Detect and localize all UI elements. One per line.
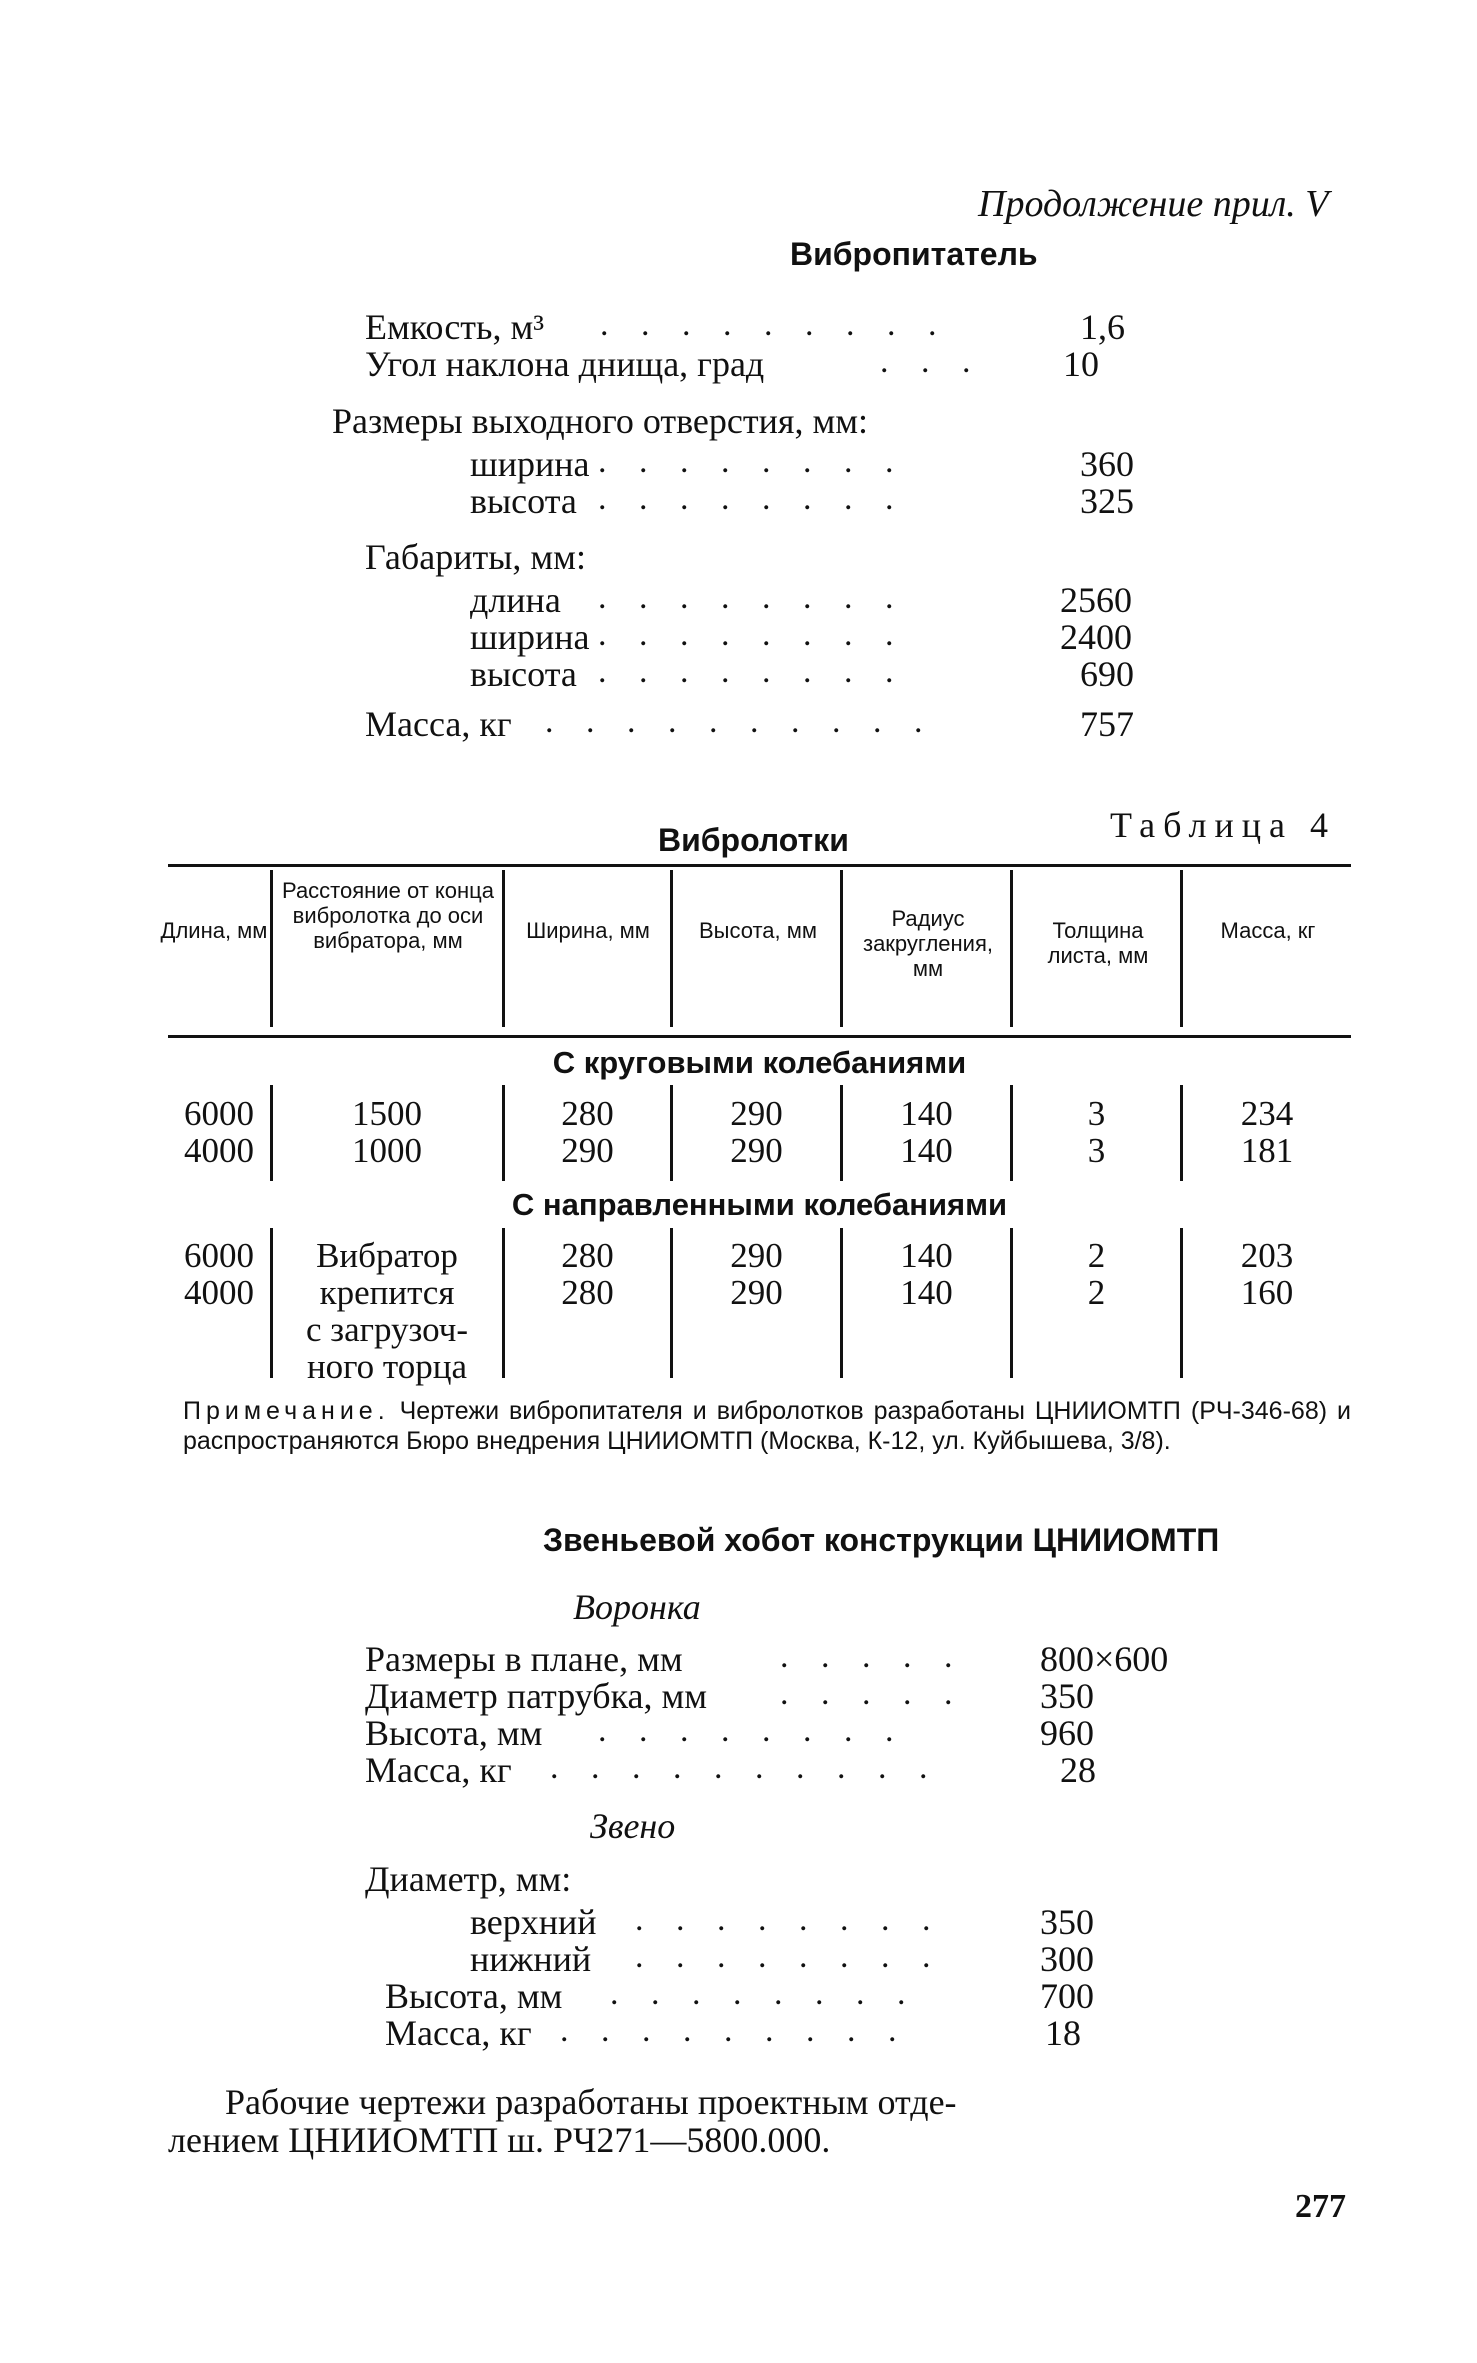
spec-value: 2400 xyxy=(1060,617,1132,657)
cell: 290 xyxy=(730,1273,783,1312)
header-distance: Расстояние от конца вибролотка до оси вибратора, мм xyxy=(282,878,494,953)
group-heading: С направленными колебаниями xyxy=(511,1187,1008,1222)
header-length: Длина, мм xyxy=(160,918,268,943)
spec-value: 350 xyxy=(1040,1676,1094,1716)
header-width: Ширина, мм xyxy=(526,918,650,943)
spec-label: Высота, мм xyxy=(365,1713,543,1753)
cell: 203 xyxy=(1240,1236,1294,1275)
cell: 280 xyxy=(561,1273,614,1312)
header-thickness: Толщина листа, мм xyxy=(1047,918,1149,968)
note-text: Чертежи вибропитателя и вибролотков разработаны ЦНИИОМТП (РЧ-346-68) и распространяются Бюро внедрения ЦНИИОМТП (Москва, К-12, ул. Куйбышева, 3/8). xyxy=(183,1397,1351,1455)
cell: 3 xyxy=(1087,1094,1106,1133)
spec-label: ширина xyxy=(470,444,590,484)
leader-dots: . . . . . . . . xyxy=(610,1975,918,2012)
spec-label: высота xyxy=(470,481,577,521)
cell: 2 xyxy=(1087,1273,1106,1312)
spec-value: 360 xyxy=(1080,444,1134,484)
leader-dots: . . . . . xyxy=(780,1675,965,1712)
merged-line: с загрузоч- xyxy=(305,1310,468,1349)
spec-label: Размеры в плане, мм xyxy=(365,1639,683,1679)
spec-value: 1,6 xyxy=(1080,307,1125,347)
column-divider xyxy=(670,870,673,1027)
leader-dots: . . . . . . . . xyxy=(598,1712,906,1749)
footer-line-2: лением ЦНИИОМТП ш. РЧ271—5800.000. xyxy=(168,2120,831,2160)
group-heading: С круговыми колебаниями xyxy=(552,1045,967,1080)
cell: 290 xyxy=(730,1094,783,1133)
spec-label: Емкость, м³ xyxy=(365,307,545,347)
spec-label: Размеры выходного отверстия, мм: xyxy=(332,401,869,441)
cell: 2 xyxy=(1087,1236,1106,1275)
column-divider xyxy=(270,870,273,1027)
spec-label: длина xyxy=(470,580,561,620)
leader-dots: . . . . . xyxy=(780,1638,965,1675)
spec-value: 10 xyxy=(1063,344,1099,384)
cell: 140 xyxy=(900,1273,953,1312)
cell: 4000 xyxy=(184,1131,254,1170)
table-title: Вибролотки xyxy=(658,822,849,858)
spec-value: 18 xyxy=(1045,2013,1081,2053)
leader-dots: . . . . . . . . . . xyxy=(550,1749,940,1786)
cell: 6000 xyxy=(184,1236,254,1275)
header-radius: Радиус закругления, мм xyxy=(862,906,993,981)
table-note xyxy=(183,1396,1351,1456)
cell: 1500 xyxy=(352,1094,422,1133)
spec-label: Габариты, мм: xyxy=(365,537,586,577)
spec-label: Высота, мм xyxy=(385,1976,563,2016)
spec-value: 757 xyxy=(1080,704,1134,744)
cell: 6000 xyxy=(184,1094,254,1133)
spec-value: 700 xyxy=(1040,1976,1094,2016)
cell: 4000 xyxy=(184,1273,254,1312)
leader-dots: . . . xyxy=(880,343,983,380)
cell: 290 xyxy=(730,1236,783,1275)
note-label: Примечание. xyxy=(183,1397,390,1425)
table-top-rule xyxy=(168,864,1351,867)
cell: 140 xyxy=(900,1094,953,1133)
spec-label: Масса, кг xyxy=(365,704,512,744)
spec-value: 2560 xyxy=(1060,580,1132,620)
spec-label: верхний xyxy=(470,1902,597,1942)
leader-dots: . . . . . . . . xyxy=(598,579,906,616)
merged-line: крепится xyxy=(319,1273,455,1312)
cell: 140 xyxy=(900,1236,953,1275)
cell: 280 xyxy=(561,1236,614,1275)
spec-label: ширина xyxy=(470,617,590,657)
spec-label: Угол наклона днища, град xyxy=(365,344,765,384)
column-divider xyxy=(502,870,505,1027)
column-divider xyxy=(840,870,843,1027)
leader-dots: . . . . . . . . xyxy=(635,1938,943,1975)
spec-label: нижний xyxy=(470,1939,592,1979)
leader-dots: . . . . . . . . xyxy=(635,1901,943,1938)
spec-label: Масса, кг xyxy=(385,2013,532,2053)
funnel-subtitle: Воронка xyxy=(573,1587,701,1627)
column-divider xyxy=(1180,870,1183,1027)
page-number: 277 xyxy=(1295,2188,1346,2225)
leader-dots: . . . . . . . . xyxy=(598,653,906,690)
cell: 3 xyxy=(1087,1131,1106,1170)
cell: 234 xyxy=(1240,1094,1294,1133)
header-mass: Масса, кг xyxy=(1220,918,1316,943)
footer-line-1: Рабочие чертежи разработаны проектным отде- xyxy=(225,2082,957,2122)
leader-dots: . . . . . . . . xyxy=(598,443,906,480)
link-subtitle: Звено xyxy=(590,1806,676,1846)
column-divider xyxy=(1010,870,1013,1027)
cell: 160 xyxy=(1240,1273,1294,1312)
leader-dots: . . . . . . . . xyxy=(598,480,906,517)
vibrofeeder-title: Вибропитатель xyxy=(790,236,1038,272)
merged-line: Вибратор xyxy=(316,1236,458,1275)
continuation-label: Продолжение прил. V xyxy=(978,183,1329,225)
leader-dots: . . . . . . . . . xyxy=(600,306,949,343)
cell: 181 xyxy=(1240,1131,1294,1170)
header-height: Высота, мм xyxy=(698,918,818,943)
leader-dots: . . . . . . . . . . xyxy=(545,703,935,740)
spec-label: высота xyxy=(470,654,577,694)
spec-value: 28 xyxy=(1060,1750,1096,1790)
cell: 290 xyxy=(730,1131,783,1170)
spec-value: 325 xyxy=(1080,481,1134,521)
table-header-rule xyxy=(168,1035,1351,1038)
chute-title: Звеньевой хобот конструкции ЦНИИОМТП xyxy=(543,1522,1220,1558)
spec-value: 800×600 xyxy=(1040,1639,1169,1679)
spec-value: 690 xyxy=(1080,654,1134,694)
cell: 280 xyxy=(561,1094,614,1133)
leader-dots: . . . . . . . . . xyxy=(560,2012,909,2049)
spec-value: 300 xyxy=(1040,1939,1094,1979)
spec-value: 960 xyxy=(1040,1713,1094,1753)
cell: 290 xyxy=(561,1131,614,1170)
leader-dots: . . . . . . . . xyxy=(598,616,906,653)
spec-label: Масса, кг xyxy=(365,1750,512,1790)
cell: 140 xyxy=(900,1131,953,1170)
spec-label: Диаметр, мм: xyxy=(365,1859,572,1899)
spec-value: 350 xyxy=(1040,1902,1094,1942)
table-label: Таблица 4 xyxy=(1110,805,1336,845)
merged-line: ного торца xyxy=(306,1347,468,1386)
spec-label: Диаметр патрубка, мм xyxy=(365,1676,708,1716)
cell: 1000 xyxy=(352,1131,422,1170)
